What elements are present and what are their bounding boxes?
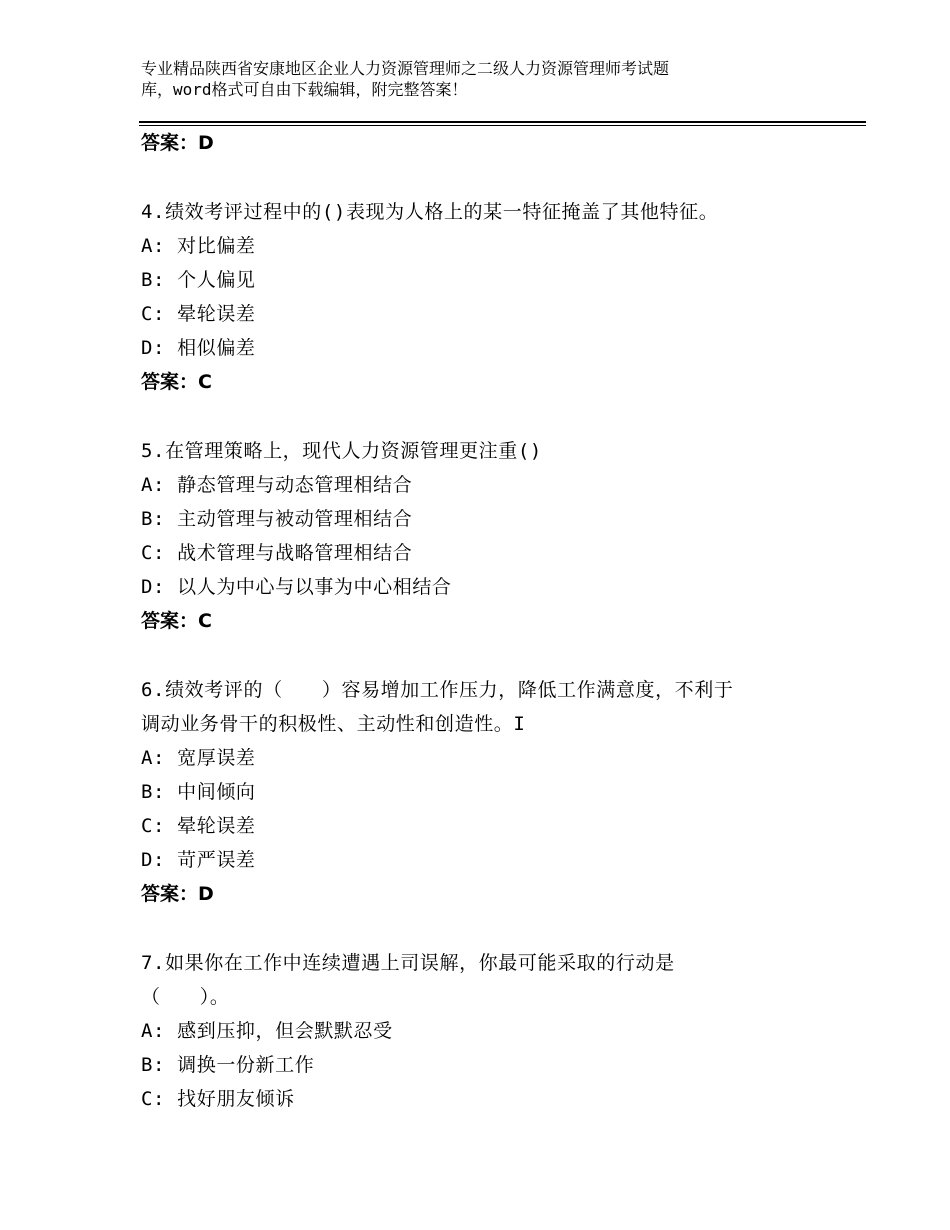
q3-answer: 答案：D bbox=[141, 132, 214, 154]
q4-answer: 答案：C bbox=[141, 371, 212, 393]
q4-option-a: A: 对比偏差 bbox=[141, 235, 256, 257]
q5-question: 5.在管理策略上，现代人力资源管理更注重() bbox=[141, 440, 542, 462]
q6-option-d: D: 苛严误差 bbox=[141, 849, 256, 871]
q4-option-c: C: 晕轮误差 bbox=[141, 303, 256, 325]
q6-question-line-2: 调动业务骨干的积极性、主动性和创造性。I bbox=[141, 713, 526, 735]
header-rule-thick bbox=[139, 121, 866, 123]
page-header bbox=[141, 58, 781, 100]
header-line-1: 专业精品陕西省安康地区企业人力资源管理师之二级人力资源管理师考试题 bbox=[141, 59, 670, 78]
q5-answer: 答案：C bbox=[141, 610, 212, 632]
q4-question: 4.绩效考评过程中的()表现为人格上的某一特征掩盖了其他特征。 bbox=[141, 201, 719, 223]
q7-question-line-1: 7.如果你在工作中连续遭遇上司误解，你最可能采取的行动是 bbox=[141, 952, 675, 974]
header-line-2: 库，word格式可自由下载编辑，附完整答案！ bbox=[141, 80, 468, 99]
q4-option-b: B: 个人偏见 bbox=[141, 269, 256, 291]
q6-option-b: B: 中间倾向 bbox=[141, 781, 256, 803]
q7-question-line-2: （ ）。 bbox=[141, 986, 230, 1008]
q5-option-d: D: 以人为中心与以事为中心相结合 bbox=[141, 576, 452, 598]
q6-option-a: A: 宽厚误差 bbox=[141, 747, 256, 769]
q7-option-b: B: 调换一份新工作 bbox=[141, 1054, 315, 1076]
q4-option-d: D: 相似偏差 bbox=[141, 337, 256, 359]
q6-question-line-1: 6.绩效考评的（ ）容易增加工作压力，降低工作满意度，不利于 bbox=[141, 679, 734, 701]
header-rule-thin bbox=[139, 125, 866, 126]
q6-option-c: C: 晕轮误差 bbox=[141, 815, 256, 837]
q7-option-c: C: 找好朋友倾诉 bbox=[141, 1088, 295, 1110]
q5-option-b: B: 主动管理与被动管理相结合 bbox=[141, 508, 413, 530]
q6-answer: 答案：D bbox=[141, 883, 214, 905]
q5-option-a: A: 静态管理与动态管理相结合 bbox=[141, 474, 413, 496]
q5-option-c: C: 战术管理与战略管理相结合 bbox=[141, 542, 413, 564]
q7-option-a: A: 感到压抑，但会默默忍受 bbox=[141, 1020, 393, 1042]
